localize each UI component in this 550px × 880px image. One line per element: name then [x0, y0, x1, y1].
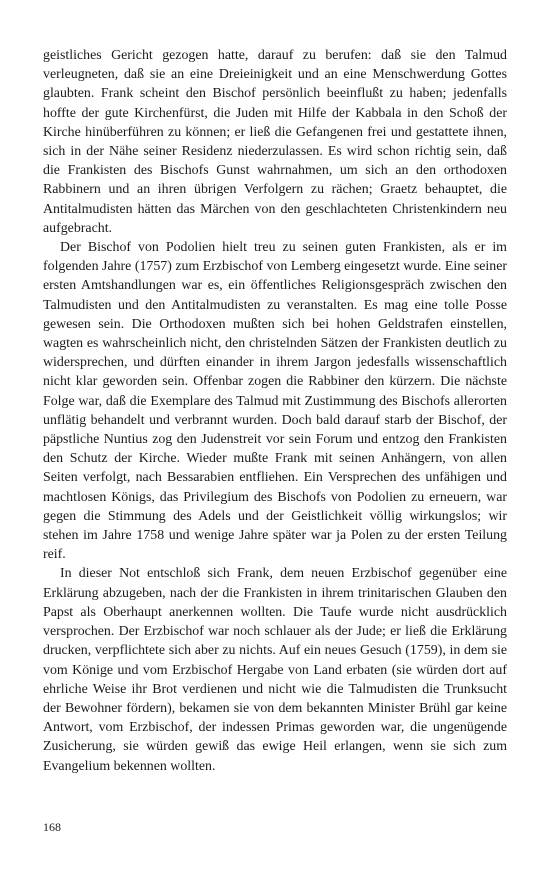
paragraph-3: In dieser Not entschloß sich Frank, dem neuen Erzbischof gegenüber eine Erklärung abzugeben, nach der die Frankisten in ihrem trinitarischen Glauben den Papst als Oberhaupt anerkennen wollten. Die Taufe wurde nicht ausdrücklich versprochen. Der Erzbischof war noch schlauer als der Jude; er ließ die Erklärung drucken, verpflichtete sich aber zu nichts. Auf ein neues Gesuch (1759), in dem sie vom Könige und vom Erzbischof Hergabe von Land erbaten (sie würden dort auf ehrliche Weise ihr Brot verdienen und nicht wie die Talmudisten die Trunksucht der Bewohner fördern), bekamen sie von dem bekannten Minister Brühl gar keine Antwort, vom Erzbischof, der indessen Primas geworden war, die ungenügende Zusicherung, sie würden gewiß das ewige Heil erlangen, wenn sie sich zum Evangelium bekennen wollten. [43, 566, 507, 774]
paragraph-1: geistliches Gericht gezogen hatte, darauf zu berufen: daß sie den Talmud verleugneten, daß sie an eine Dreieinigkeit und an eine Menschwerdung Gottes glaubten. Frank scheint den Bischof persönlich beeinflußt zu haben; jedenfalls hoffte der gute Kirchenfürst, die Juden mit Hilfe der Kabbala in den Schoß der Kirche hinüberführen zu können; er ließ die Gefangenen frei und gestattete ihnen, sich in der Nähe seiner Residenz niederzulassen. Es wird schon richtig sein, daß die Frankisten des Bischofs Gunst wahrnahmen, um sich an den orthodoxen Rabbinern und an ihren übrigen Verfolgern zu rächen; Graetz behauptet, die Antitalmudisten hätten das Märchen von den geschlachteten Christenkindern neu aufgebracht. [43, 48, 507, 236]
paragraph-2: Der Bischof von Podolien hielt treu zu seinen guten Frankisten, als er im folgenden Jahre (1757) zum Erzbischof von Lemberg eingesetzt wurde. Eine seiner ersten Amtshandlungen war es, ein öffentliches Religionsgespräch zwischen den Talmudisten und den Antitalmudisten zu veranstalten. Es mag eine tolle Posse gewesen sein. Die Orthodoxen mußten sich bei hohen Geldstrafen einstellen, wagten es wahrscheinlich nicht, den christelnden Sätzen der Frankisten deutlich zu widersprechen, und dürften einander in ihrem Jargon jedesfalls wissenschaftlich nicht klar geworden sein. Offenbar zogen die Rabbiner den kürzern. Die nächste Folge war, daß die Exemplare des Talmud mit Zustimmung des Bischofs allerorten unflätig behandelt und verbrannt wurden. Doch bald darauf starb der Bischof, der päpstliche Nuntius zog den Judenstreit vor sein Forum und entzog den Frankisten den Schutz der Kirche. Wieder mußte Frank mit seinen Anhängern, von allen Seiten verfolgt, nach Bessarabien entfliehen. Ein Versprechen des unfähigen und machtlosen Königs, das Privilegium des Bischofs von Podolien zu erneuern, war gegen die Stimmung des Adels und der Geistlichkeit völlig wirkungslos; wir stehen im Jahre 1758 und wenige Jahre später war ja Polen zu der ersten Teilung reif. [43, 240, 507, 563]
page-number: 168 [43, 820, 61, 834]
page-body [43, 46, 507, 776]
